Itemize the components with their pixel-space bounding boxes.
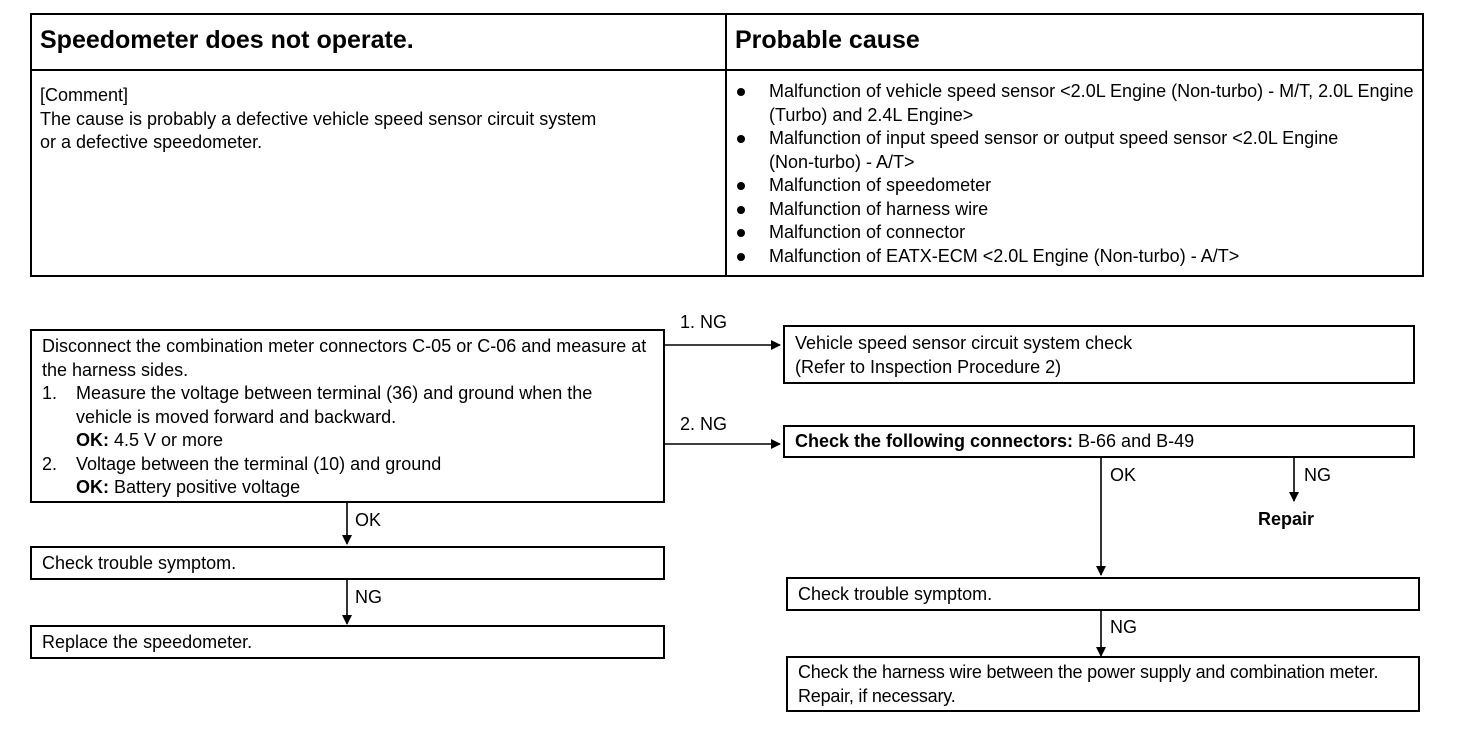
connectors-value: B-66 and B-49: [1073, 431, 1195, 451]
step-2-ok-label: OK:: [76, 477, 109, 497]
step-1: [42, 382, 653, 453]
connectors-label: Check the following connectors:: [795, 431, 1074, 451]
label-ok-connectors: OK: [1110, 465, 1137, 485]
cause-item: Malfunction of input speed sensor or output speed sensor <2.0L Engine (Non-turbo) - A/T>: [735, 127, 1349, 174]
vss-check-line-1: Vehicle speed sensor circuit system check: [795, 333, 1133, 353]
step-1-ok-label: OK:: [76, 430, 109, 450]
step-1-text: Measure the voltage between terminal (36) and ground when the vehicle is moved forward and backward.: [76, 383, 593, 427]
harness-check-box: [786, 656, 1420, 712]
cause-item: Malfunction of speedometer: [735, 174, 1415, 198]
symptom-title: Speedometer does not operate.: [40, 26, 414, 54]
label-ng-connectors: NG: [1304, 465, 1331, 485]
label-ng-left: NG: [355, 587, 382, 607]
label-2-ng: 2. NG: [680, 414, 728, 434]
vss-check-line-2: (Refer to Inspection Procedure 2): [795, 356, 1062, 377]
step-1-ok-value: 4.5 V or more: [109, 430, 224, 450]
trouble-symptom-right-text: Check trouble symptom.: [798, 584, 993, 604]
cause-item: Malfunction of vehicle speed sensor <2.0L Engine (Non-turbo) - M/T, 2.0L Engine (Turbo) and 2.4L Engine>: [735, 80, 1415, 127]
trouble-symptom-left-text: Check trouble symptom.: [42, 553, 237, 573]
comment-text-line-1: The cause is probably a defective vehicle speed sensor circuit system: [40, 108, 597, 129]
vss-circuit-check-box: [783, 325, 1415, 384]
label-ng-right: NG: [1110, 617, 1137, 637]
replace-speedometer-text: Replace the speedometer.: [42, 632, 253, 652]
step-2-ok-value: Battery positive voltage: [109, 477, 301, 497]
cause-item: Malfunction of EATX-ECM <2.0L Engine (Non-turbo) - A/T>: [735, 245, 1415, 269]
replace-speedometer-box: [30, 625, 665, 659]
main-step-intro: Disconnect the combination meter connectors C-05 or C-06 and measure at the harness sides.: [42, 336, 647, 380]
label-1-ng: 1. NG: [680, 312, 728, 332]
main-inspection-box: [30, 329, 665, 503]
step-2-text: Voltage between the terminal (10) and ground: [76, 453, 442, 474]
cause-item: Malfunction of connector: [735, 221, 1415, 245]
label-ok-main: OK: [355, 510, 382, 530]
connectors-check-box: [783, 425, 1415, 458]
probable-cause-title: Probable cause: [735, 26, 920, 54]
trouble-symptom-left-box: [30, 546, 665, 580]
repair-label: Repair: [1258, 509, 1315, 529]
comment-text-line-2: or a defective speedometer.: [40, 132, 263, 152]
comment-label: [Comment]: [40, 85, 129, 105]
harness-check-text: Check the harness wire between the power supply and combination meter. Repair, if necessary.: [798, 662, 1379, 706]
step-1-number: 1.: [42, 383, 58, 403]
cause-item: Malfunction of harness wire: [735, 198, 1415, 222]
step-2: [42, 453, 653, 500]
trouble-symptom-right-box: [786, 577, 1420, 611]
step-2-number: 2.: [42, 453, 58, 474]
